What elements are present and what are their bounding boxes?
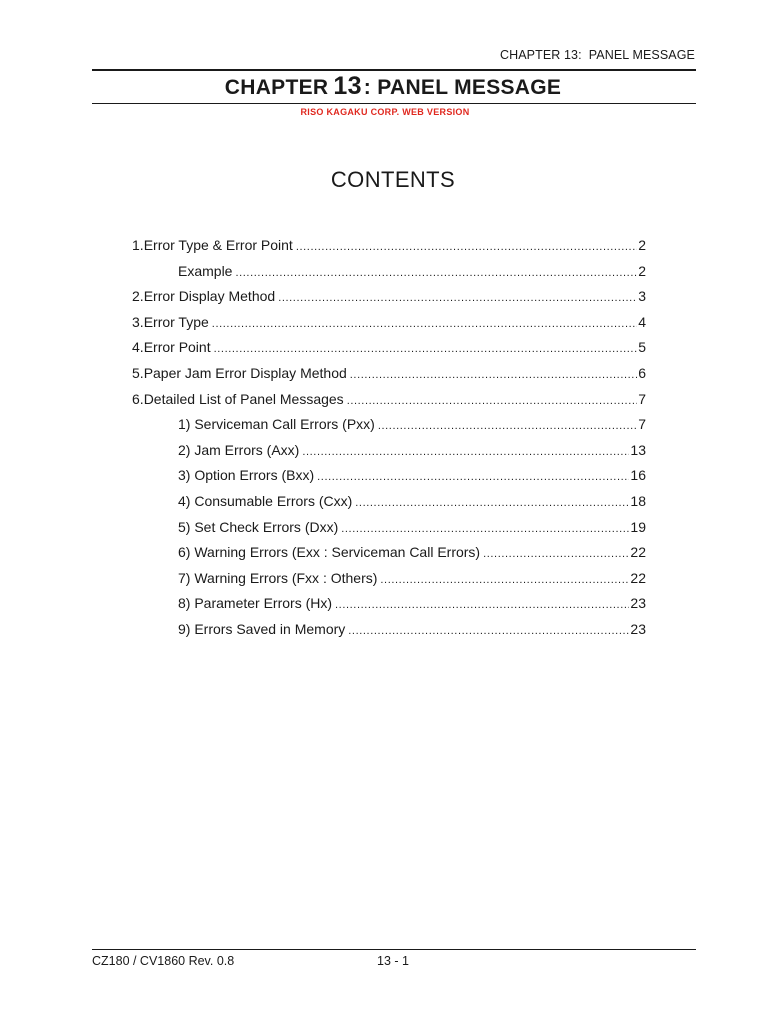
toc-entry-leader [378,420,637,432]
toc-entry-number: 6. [132,390,144,407]
toc-entry-title: Paper Jam Error Display Method [143,365,347,381]
toc-entry-title: Error Display Method [143,288,276,305]
toc-entry-title: 4) Consumable Errors (Cxx) [178,493,353,509]
toc-entry-title: Example [178,262,233,279]
toc-entry-title: Error Type & Error Point [143,237,293,253]
footer-model: CZ180 / CV1860 Rev. 0.8 [92,954,235,968]
toc-entry-title: 1) Serviceman Call Errors (Pxx) [178,416,375,433]
chapter-number: 13 [333,72,362,100]
footer-page-number: 13 - 1 [377,954,409,968]
web-version-notice: RISO KAGAKU CORP. WEB VERSION [300,107,470,117]
toc-entry[interactable] [178,621,646,643]
toc-entry-leader [296,241,637,253]
toc-entry[interactable] [178,570,646,592]
toc-entry[interactable] [132,237,646,259]
toc-entry-page: 19 [630,518,646,535]
toc-entry-leader [355,497,629,509]
toc-entry-page: 18 [630,493,646,509]
toc-entry-page: 7 [638,390,646,407]
toc-entry-title: 7) Warning Errors (Fxx : Others) [178,569,378,586]
toc-entry-title: 6) Warning Errors (Exx : Serviceman Call Errors) [178,544,481,561]
toc-entry-leader [348,625,629,637]
chapter-title [0,72,768,101]
chapter-title-prefix: CHAPTER [224,76,329,99]
running-header: CHAPTER 13: PANEL MESSAGE [499,48,695,62]
toc-entry-leader [483,548,629,560]
toc-entry-number: 3. [132,313,144,330]
toc-entry[interactable] [178,544,646,566]
toc-entry[interactable] [132,339,646,361]
toc-entry-leader [347,395,638,407]
toc-entry-page: 2 [638,237,646,253]
toc-entry-title: 3) Option Errors (Bxx) [178,467,315,484]
toc-entry-page: 22 [630,569,646,586]
toc-entry[interactable] [132,365,646,387]
toc-entry-title: Error Type [143,313,209,330]
toc-entry[interactable] [132,288,646,310]
toc-entry[interactable] [178,263,646,285]
toc-entry-leader [302,446,629,458]
toc-entry-title: Error Point [143,339,211,356]
toc-entry-page: 6 [638,365,646,381]
toc-entry[interactable] [178,467,646,489]
toc-entry-title: 9) Errors Saved in Memory [178,621,346,637]
chapter-title-suffix: : PANEL MESSAGE [363,76,562,99]
toc-entry[interactable] [178,493,646,515]
toc-entry[interactable] [178,416,646,438]
toc-entry-page: 4 [638,313,646,330]
toc-entry[interactable] [178,442,646,464]
toc-entry-title: 5) Set Check Errors (Dxx) [178,518,339,535]
toc-entry-title: Detailed List of Panel Messages [143,390,344,407]
header-rule [92,69,696,71]
toc-entry-page: 5 [638,339,646,356]
toc-entry-leader [278,292,637,304]
contents-heading: CONTENTS [330,167,456,192]
toc-entry-title: 8) Parameter Errors (Hx) [178,595,333,612]
toc-entry-leader [380,574,629,586]
toc-entry-leader [317,471,629,483]
toc-entry[interactable] [178,595,646,617]
toc-entry[interactable] [132,391,646,413]
toc-entry-page: 23 [630,621,646,637]
toc-entry-page: 13 [630,441,646,458]
title-rule [92,103,696,104]
toc-entry-number: 5. [132,365,144,381]
toc-entry[interactable] [132,314,646,336]
toc-entry-leader [335,599,629,611]
toc-entry-page: 16 [630,467,646,484]
toc-entry[interactable] [178,519,646,541]
toc-entry-leader [212,318,637,330]
toc-entry-page: 23 [630,595,646,612]
toc-entry-page: 7 [638,416,646,433]
toc-entry-leader [235,267,637,279]
toc-entry-number: 2. [132,288,144,305]
toc-entry-page: 3 [638,288,646,305]
toc-entry-number: 4. [132,339,144,356]
toc-entry-leader [214,343,638,355]
toc-entry-leader [341,523,629,535]
toc-entry-title: 2) Jam Errors (Axx) [178,441,300,458]
footer-rule [92,949,696,950]
toc-entry-page: 22 [630,544,646,561]
toc-entry-page: 2 [638,262,646,279]
toc-entry-number: 1. [132,237,144,253]
toc-entry-leader [350,369,637,381]
